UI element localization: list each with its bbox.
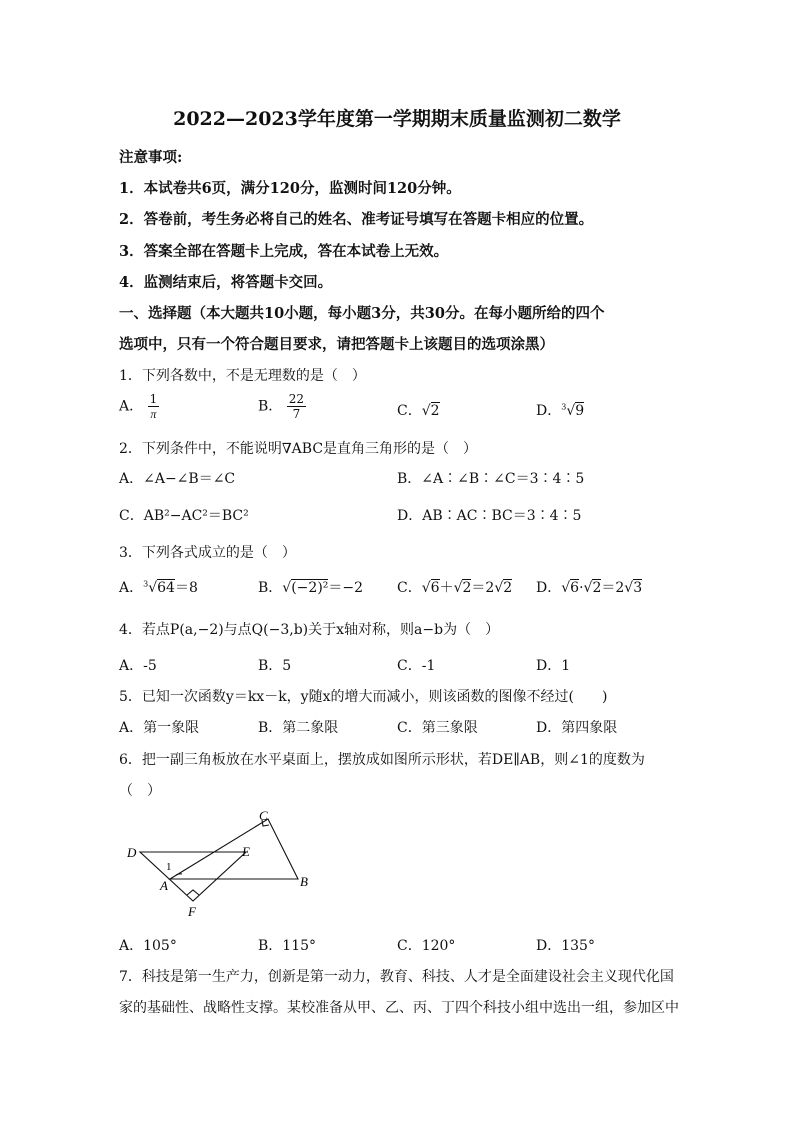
- sqrt-icon: √: [453, 580, 463, 596]
- section-heading-line-2: 选项中，只有一个符合题目要求，请把答题卡上该题目的选项涂黑）: [119, 336, 554, 353]
- question-4-stem: 4．若点P(a,−2)与点Q(−3,b)关于x轴对称，则a−b为（ ）: [119, 622, 500, 638]
- q3-c-radicand-2: 2: [462, 580, 472, 596]
- note-item-1: 1．本试卷共6页，满分120分，监测时间120分钟。: [119, 180, 461, 197]
- angle-1-arc: [176, 874, 182, 875]
- q1-b-fraction: [287, 392, 306, 421]
- sqrt-icon: √: [282, 580, 292, 596]
- q4-option-d: D．1: [536, 658, 571, 674]
- label-e: E: [242, 844, 250, 859]
- sqrt-icon: √: [494, 580, 504, 596]
- q3-b-label: B．: [258, 580, 283, 596]
- note-item-4: 4．监测结束后，将答题卡交回。: [119, 274, 333, 291]
- q4-option-c: C．-1: [397, 658, 436, 674]
- note-item-3: 3．答案全部在答题卡上完成，答在本试卷上无效。: [119, 243, 449, 260]
- label-c: C: [259, 808, 268, 823]
- question-2-stem: 2．下列条件中，不能说明∇ABC是直角三角形的是（ ）: [119, 441, 478, 457]
- q1-d-label: D．: [536, 403, 562, 419]
- q3-b-radicand: (−2)²: [291, 580, 329, 596]
- sqrt-icon: √: [583, 580, 593, 596]
- page-title: 2022—2023学年度第一学期期末质量监测初二数学: [173, 108, 621, 130]
- q3-a-result: ＝8: [174, 580, 198, 596]
- q2-option-b: B．∠A∶∠B∶∠C＝3∶4∶5: [397, 471, 585, 487]
- question-7-line-1: 7．科技是第一生产力，创新是第一动力，教育、科技、人才是全面建设社会主义现代化国: [119, 969, 674, 985]
- q3-a-label: A．: [119, 580, 144, 596]
- q6-option-c: C．120°: [397, 938, 456, 954]
- q1-d-root-index: 3: [561, 402, 567, 412]
- q1-c-radicand: 2: [430, 403, 440, 419]
- q3-c-result: ＝2: [471, 580, 495, 596]
- q3-c-label: C．: [397, 580, 422, 596]
- q6-option-d: D．135°: [536, 938, 595, 954]
- label-d: D: [127, 845, 137, 860]
- question-7-line-2: 家的基础性、战略性支撑。某校准备从甲、乙、丙、丁四个科技小组中选出一组，参加区中: [119, 1000, 679, 1016]
- q1-b-label: B．: [258, 398, 283, 415]
- note-item-2: 2．答卷前，考生务必将自己的姓名、准考证号填写在答题卡相应的位置。: [119, 211, 594, 228]
- q3-d-label: D．: [536, 580, 562, 596]
- q3-d-result: ＝2: [601, 580, 625, 596]
- q1-b-numerator: 22: [288, 392, 305, 406]
- q2-option-a: A．∠A−∠B＝∠C: [119, 471, 236, 487]
- question-6-stem: 6．把一副三角板放在水平桌面上，摆放成如图所示形状，若DE∥AB，则∠1的度数为: [119, 752, 645, 768]
- q1-a-label: A．: [119, 398, 144, 415]
- q3-c-operator: ＋: [439, 580, 454, 596]
- sqrt-icon: √: [421, 580, 431, 596]
- q1-a-fraction: [148, 392, 160, 421]
- q3-option-c: [397, 577, 512, 597]
- notes-heading: 注意事项:: [119, 149, 183, 166]
- q3-d-operator: ·: [579, 580, 584, 596]
- sqrt-icon: √: [561, 580, 571, 596]
- q2-option-d: D．AB∶AC∶BC＝3∶4∶5: [397, 508, 582, 524]
- question-6-stem-2: （ ）: [119, 783, 161, 799]
- q3-b-result: ＝−2: [328, 580, 364, 596]
- triangle-def: [140, 852, 246, 901]
- label-a: A: [160, 878, 168, 893]
- label-b: B: [300, 874, 308, 889]
- q4-option-b: B．5: [258, 658, 292, 674]
- q3-c-radicand-1: 6: [430, 580, 440, 596]
- question-3-stem: 3．下列各式成立的是（ ）: [119, 545, 296, 561]
- q3-option-a: [119, 577, 198, 597]
- q1-option-c: [397, 400, 440, 420]
- q6-option-b: B．115°: [258, 938, 317, 954]
- q1-option-a: [119, 392, 159, 421]
- q5-option-a: A．第一象限: [119, 720, 200, 736]
- q5-option-c: C．第三象限: [397, 720, 478, 736]
- label-f: F: [188, 904, 196, 919]
- triangle-figure: [118, 806, 328, 920]
- sqrt-icon: √: [148, 580, 158, 596]
- q1-c-label: C．: [397, 403, 422, 419]
- q1-a-denominator: π: [150, 407, 157, 421]
- section-heading-line-1: 一、选择题（本大题共10小题，每小题3分，共30分。在每小题所给的四个: [119, 305, 605, 322]
- sqrt-icon: √: [624, 580, 634, 596]
- q1-option-d: [536, 400, 584, 420]
- q1-option-b: [258, 392, 306, 421]
- sqrt-icon: √: [421, 403, 431, 419]
- q5-option-d: D．第四象限: [536, 720, 618, 736]
- q3-option-b: [258, 577, 363, 597]
- q3-d-radicand-2: 2: [592, 580, 602, 596]
- question-5-stem: 5．已知一次函数y＝kx－k，y随x的增大而减小，则该函数的图像不经过( ): [119, 689, 608, 705]
- q1-d-radicand: 9: [575, 403, 585, 419]
- q5-option-b: B．第二象限: [258, 720, 339, 736]
- question-1-stem: 1．下列各数中，不是无理数的是（ ）: [119, 368, 366, 384]
- q3-a-radicand: 64: [157, 580, 175, 596]
- label-angle-1: 1: [166, 861, 172, 873]
- triangle-abc: [170, 819, 298, 879]
- q3-a-root-index: 3: [143, 579, 149, 589]
- q1-a-numerator: 1: [149, 392, 158, 406]
- q3-option-d: [536, 577, 642, 597]
- q3-c-radicand-3: 2: [503, 580, 513, 596]
- q1-b-denominator: 7: [292, 407, 301, 421]
- q6-option-a: A．105°: [119, 938, 177, 954]
- q3-d-radicand-1: 6: [570, 580, 580, 596]
- q2-option-c: C．AB²−AC²＝BC²: [119, 508, 249, 524]
- right-angle-mark-f: [187, 890, 199, 895]
- q4-option-a: A．-5: [119, 658, 157, 674]
- sqrt-icon: √: [566, 403, 576, 419]
- q3-d-radicand-3: 3: [633, 580, 643, 596]
